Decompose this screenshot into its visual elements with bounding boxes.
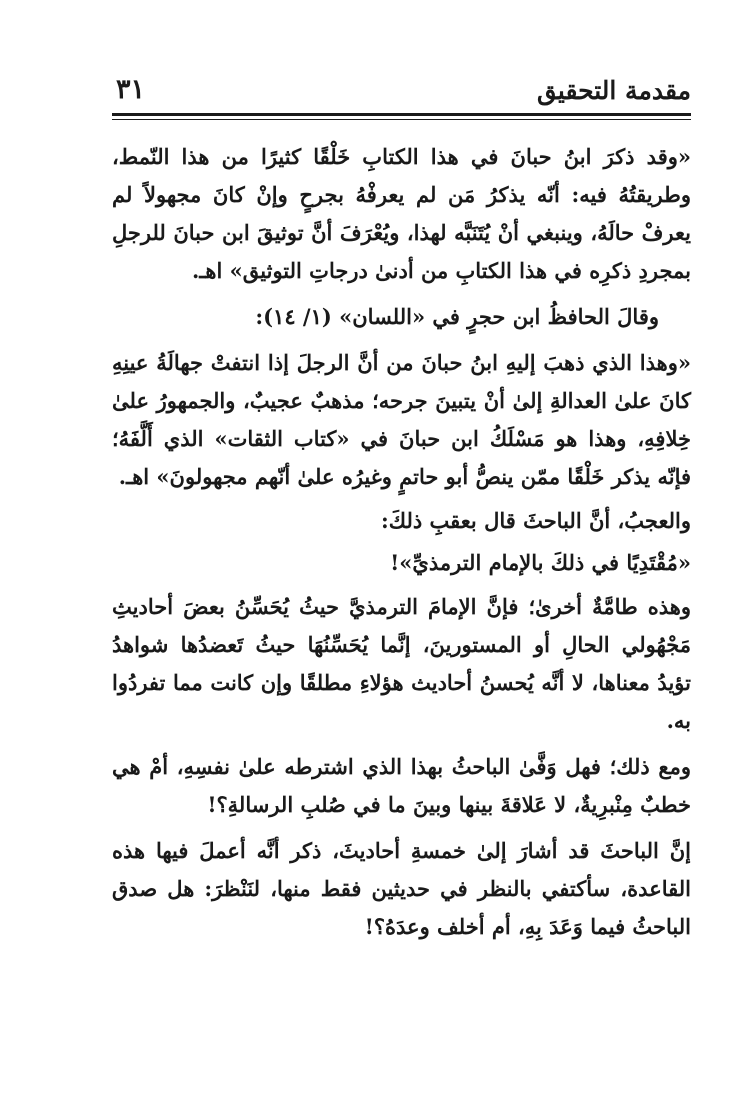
paragraph-did-he-fulfill: ومع ذلك؛ فهل وَفَّىٰ الباحثُ بهذا الذي اشترطه علىٰ نفسِهِ، أمْ هي خطبٌ مِنْبرِيةٌ، لا عَلاقةَ بينها وبينَ ما في صُلبِ الرسالةِ؟!: [112, 754, 691, 817]
running-title: مقدمة التحقيق: [537, 76, 691, 105]
paragraph-researcher-said: والعجبُ، أنَّ الباحثَ قال بعقبِ ذلكَ:: [381, 508, 691, 533]
page-header: [112, 74, 691, 112]
header-rule-thin: [112, 119, 691, 120]
paragraph-tirmidhi-quote: «مُقْتَدِيًا في ذلكَ بالإمام الترمذيِّ»!: [390, 550, 691, 575]
paragraph-quote-ibn-hibban: «وقد ذكرَ ابنُ حبانَ في هذا الكتابِ خَلْقًا كثيرًا من هذا النّمط، وطريقتُهُ فيه: أنّه يذكرُ مَن لم يعرفْهُ بجرحٍ وإنْ كانَ مجهولاً لم يعرفْ حالَهُ، وينبغي أنْ يُتَنَبَّه لهذا، ويُعْرَفَ أنَّ توثيقَ ابن حبانَ للرجلِ بمجردِ ذكرِه في هذا الكتابِ من أدنىٰ درجاتِ التوثيق» اهـ.: [112, 144, 691, 283]
page-body: [112, 138, 691, 946]
page-number: ٣١: [116, 74, 146, 105]
paragraph-ibn-hajar-intro: وقالَ الحافظُ ابن حجرٍ في «اللسان» (١/ ١٤):: [255, 304, 659, 329]
paragraph-five-hadiths: إنَّ الباحثَ قد أشارَ إلىٰ خمسةِ أحاديثَ، ذكر أنَّه أعملَ فيها هذه القاعدة، سأكتفي بالنظر في حديثين فقط منها، لنَنْظرَ: هل صدق الباحثُ فيما وَعَدَ بِهِ، أم أخلف وعدَهُ؟!: [112, 838, 691, 939]
header-rule-thick: [112, 113, 691, 116]
paragraph-lisan-quote: «وهذا الذي ذهبَ إليهِ ابنُ حبانَ من أنَّ الرجلَ إذا انتفتْ جهالَةُ عينِهِ كانَ علىٰ العدالةِ إلىٰ أنْ يتبينَ جرحه؛ مذهبٌ عجيبٌ، والجمهورُ علىٰ خِلافِهِ، وهذا هو مَسْلَكُ ابن حبانَ في «كتاب الثقات» الذي أَلَّفَهُ؛ فإنّه يذكر خَلْقًا ممّن ينصُّ أبو حاتمٍ وغيرُه علىٰ أنّهم مجهولونَ» اهـ.: [112, 350, 691, 489]
paragraph-another-calamity: وهذه طامَّةٌ أخرىٰ؛ فإنَّ الإمامَ الترمذيَّ حيثُ يُحَسِّنُ بعضَ أحاديثِ مَجْهُولي الحالِ أو المستورينَ، إنَّما يُحَسِّنُهَا حيثُ تَعضدُها شواهدُ تؤيدُ معناها، لا أنَّه يُحسنُ أحاديث هؤلاءِ مطلقًا وإن كانت مما تفردُوا به.: [112, 594, 691, 733]
